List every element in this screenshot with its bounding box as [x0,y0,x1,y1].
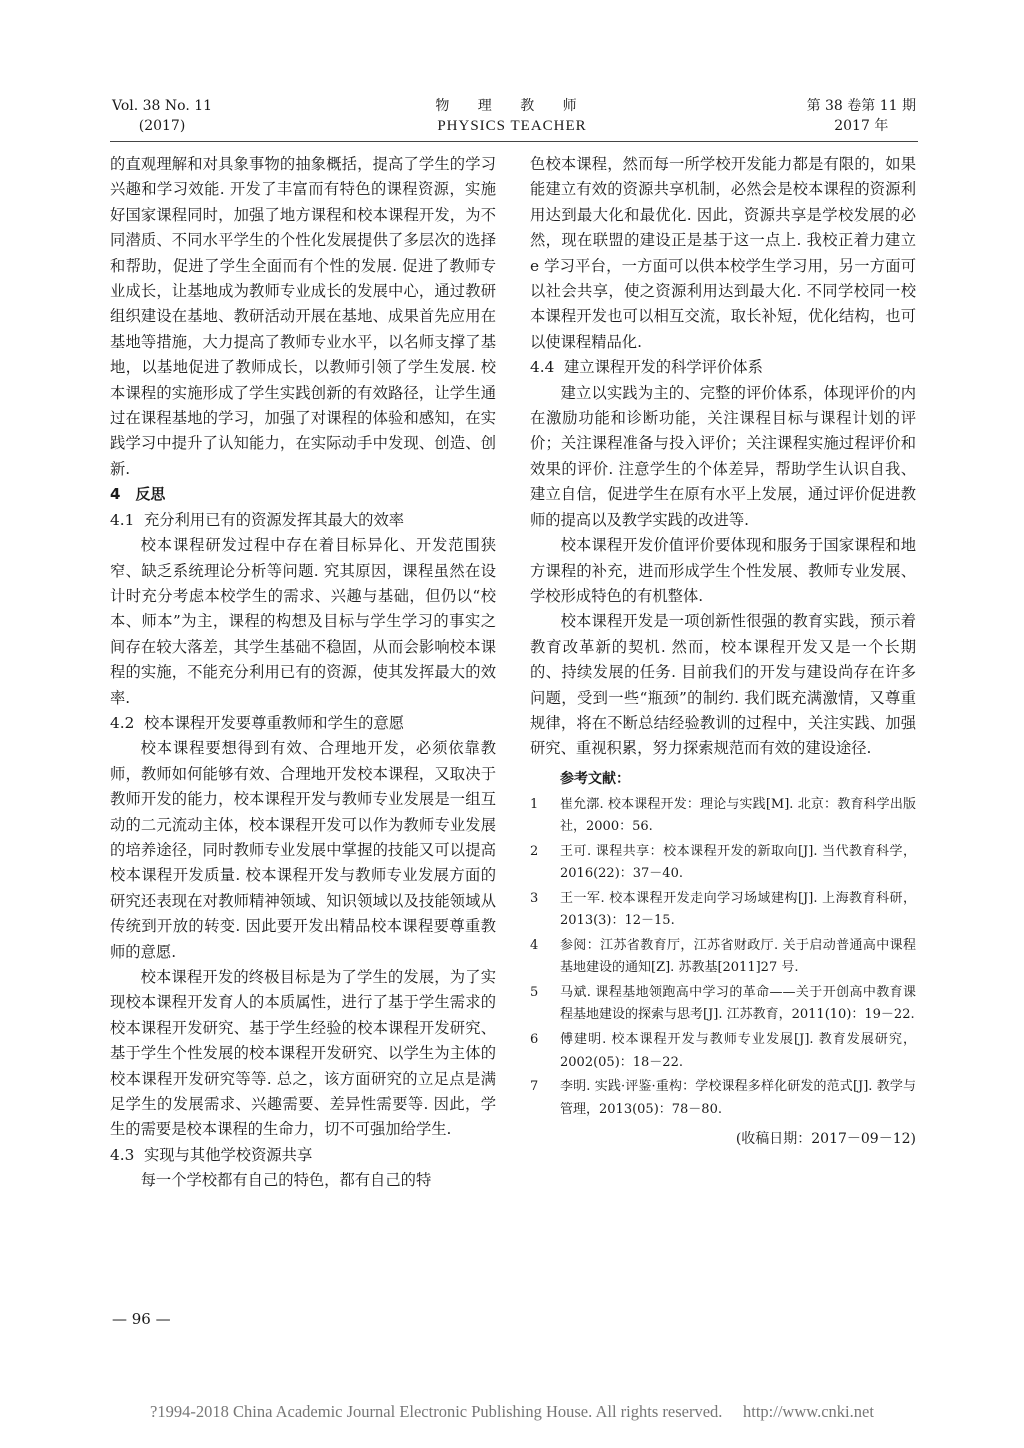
subsection-title: 充分利用已有的资源发挥其最大的效率 [144,510,405,529]
received-date: (收稿日期：2017－09－12) [735,1130,916,1147]
reference-text: 崔允漷. 校本课程开发：理论与实践[M]. 北京：教育科学出版社，2000：56. [560,796,916,835]
volume-year: (2017) [138,118,186,134]
volume-issue: Vol. 38 No. 11 [112,98,213,114]
running-header-issue [807,96,916,136]
paragraph: 校本课程开发价值评价要体现和服务于国家课程和地方课程的补充，进而形成学生个性发展、教师专业发展、学校形成特色的有机整体. [530,536,916,605]
reference-text: 王一军. 校本课程开发走向学习场域建构[J]. 上海教育科研，2013(3)：12－15. [560,890,916,929]
reference-text: 参阅：江苏省教育厅，江苏省财政厅. 关于启动普通高中课程基地建设的通知[Z]. 苏教基[2011]27 号. [560,938,916,976]
subsection-number: 4.4 [530,358,555,377]
page-number: — 96 — [112,1310,171,1328]
subsection-title: 校本课程开发要尊重教师和学生的意愿 [144,713,405,732]
reference-number: 3 [530,890,539,906]
reference-number: 4 [530,938,539,954]
subsection-number: 4.1 [110,510,135,529]
issue-zh: 第 38 卷第 11 期 [806,98,916,114]
subsection-heading [110,508,496,533]
subsection-heading [110,1143,496,1168]
paragraph: 校本课程开发是一项创新性很强的教育实践，预示着教育改革新的契机. 然而，校本课程开发又是一个长期的、持续发展的任务. 目前我们的开发与建设尚存在许多问题，受到一些“瓶颈”的制约. 我们既充满激情，又尊重规律，将在不断总结经验教训的过程中，关注实践、加强研究、重视积累，努力探索规范而有效的建设途径. [530,612,916,758]
paragraph: 校本课程开发的终极目标是为了学生的发展，为了实现校本课程开发育人的本质属性，进行了基于学生需求的校本课程开发研究、基于学生经验的校本课程开发研究、基于学生个性发展的校本课程开发研究、以学生为主体的校本课程开发研究等等. 总之，该方面研究的立足点是满足学生的发展需求、兴趣需要、差异性需要等. 因此，学生的需要是校本课程的生命力，切不可强加给学生. [110,968,496,1139]
subsection-number: 4.3 [110,1145,135,1164]
reference-item [530,888,916,933]
reference-item [530,982,916,1027]
paragraph: 校本课程研发过程中存在着目标异化、开发范围狭窄、缺乏系统理论分析等问题. 究其原因，课程虽然在设计时充分考虑本校学生的需求、兴趣与基础，但仍以“校本、师本”为主，课程的构想及目标与学生学习的事实之间存在较大落差，其学生基础不稳固，从而会影响校本课程的实施，不能充分利用已有的资源，使其发挥最大的效率. [110,536,496,707]
paragraph: 校本课程要想得到有效、合理地开发，必须依靠教师，教师如何能够有效、合理地开发校本课程，又取决于教师开发的能力，校本课程开发与教师专业发展是一组互动的二元流动主体，校本课程开发可以作为教师专业发展的培养途径，同时教师专业发展中掌握的技能又可以提高校本课程开发质量. 校本课程开发与教师专业发展方面的研究还表现在对教师精神领域、知识领域以及技能领域从传统到开放的转变. 因此要开发出精品校本课程要尊重教师的意愿. [110,739,496,961]
subsection-title: 实现与其他学校资源共享 [144,1145,313,1164]
references-title: 参考文献： [560,770,630,787]
reference-list [530,794,916,1121]
copyright-footer: ?1994-2018 China Academic Journal Electronic Publishing House. All rights reserved. http://www.cnki.net [150,1402,874,1421]
subsection-title: 建立课程开发的科学评价体系 [564,358,763,377]
subsection-heading [110,711,496,736]
reference-item [530,841,916,886]
subsection-number: 4.2 [110,713,135,732]
journal-title-zh: 物 理 教 师 [435,98,589,114]
reference-text: 傅建明. 校本课程开发与教师专业发展[J]. 教育发展研究，2002(05)：18－22. [560,1032,916,1070]
paragraph: 的直观理解和对具象事物的抽象概括，提高了学生的学习兴趣和学习效能. 开发了丰富而有特色的课程资源，实施好国家课程同时，加强了地方课程和校本课程开发，为不同潜质、不同水平学生的个性化发展提供了多层次的选择和帮助，促进了学生全面而有个性的发展. 促进了教师专业成长，让基地成为教师专业成长的发展中心，通过教研组织建设在基地、教研活动开展在基地、成果首先应用在基地等措施，大力提高了教师专业水平，以名师支撑了基地，以基地促进了教师成长，以教师引领了学生发展. 校本课程的实施形成了学生实践创新的有效路径，让学生通过在课程基地的学习，加强了对课程的体验和感知，在实践学习中提升了认知能力，在实际动手中发现、创造、创新. [110,155,496,478]
reference-text: 李明. 实践·评鉴·重构：学校课程多样化研发的范式[J]. 教学与管理，2013(05)：78－80. [560,1079,916,1117]
reference-number: 1 [530,796,539,812]
right-column [530,152,916,1152]
reference-item [530,1029,916,1074]
reference-text: 王可. 课程共享：校本课程开发的新取向[J]. 当代教育科学，2016(22)：37－40. [560,843,916,882]
reference-number: 6 [530,1032,539,1048]
paragraph: 每一个学校都有自己的特色，都有自己的特 [140,1171,432,1190]
paragraph: 建立以实践为主的、完整的评价体系，体现评价的内在激励功能和诊断功能，关注课程目标与课程计划的评价；关注课程准备与投入评价；关注课程实施过程评价和效果的评价. 注意学生的个体差异，帮助学生认识自我、建立自信，促进学生在原有水平上发展，通过评价促进教师的提高以及教学实践的改进等. [530,383,916,529]
reference-item [530,1076,916,1121]
header-rule [110,141,918,142]
left-column [110,152,496,1194]
reference-item [530,935,916,980]
paragraph: 色校本课程，然而每一所学校开发能力都是有限的，如果能建立有效的资源共享机制，必然会是校本课程的资源利用达到最大化和最优化. 因此，资源共享是学校发展的必然，现在联盟的建设正是基于这一点上. 我校正着力建立 e 学习平台，一方面可以供本校学生学习用，另一方面可以社会共享，使之资源利用达到最大化. 不同学校同一校本课程开发也可以相互交流，取长补短，优化结构，也可以使课程精品化. [530,155,916,351]
issue-year: 2017 年 [834,118,889,134]
subsection-heading [530,355,916,380]
reference-number: 2 [530,843,539,859]
reference-number: 5 [530,985,539,1001]
journal-title-en: PHYSICS TEACHER [437,118,587,134]
reference-number: 7 [530,1079,539,1095]
reference-item [530,794,916,839]
section-heading: 4 反思 [110,485,166,504]
reference-text: 马斌. 课程基地领跑高中学习的革命——关于开创高中教育课程基地建设的探索与思考[J]. 江苏教育，2011(10)：19－22. [560,985,916,1023]
